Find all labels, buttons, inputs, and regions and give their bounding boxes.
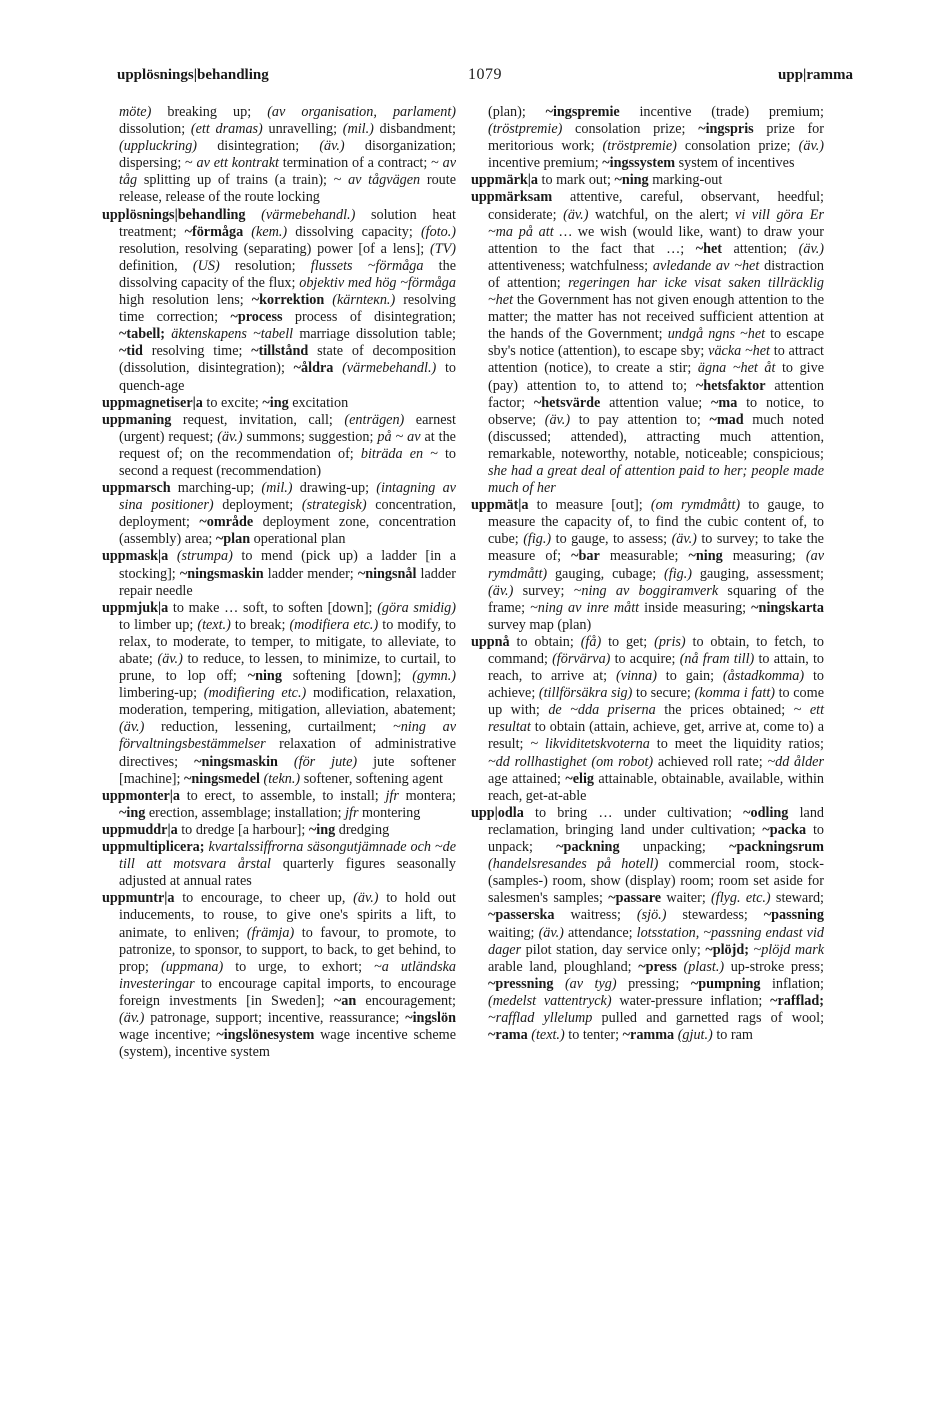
dictionary-entry: uppmät|a to measure [out]; (om rymdmått) to gauge, to measure the capacity of, to find the cubic content of, to cube; (fig.) to gauge, to assess; (äv.) to survey; to take the measure of; ~bar measurable; ~ning measuring; (av rymdmått) gauging, cubage; (fig.) gauging, assessment; (äv.) survey; ~ning av boggiramverk squaring of the frame; ~ning av inre mått inside measuring; ~ningskarta survey map (plan) [471,497,824,633]
dictionary-entry: uppmask|a (strumpa) to mend (pick up) a ladder [in a stocking]; ~ningsmaskin ladder mender; ~ningsnål ladder repair needle [102,548,457,599]
dictionary-entry: uppmuntr|a to encourage, to cheer up, (äv.) to hold out inducements, to rouse, to give one's spirits a lift, to animate, to enliven; (främja) to favour, to promote, to patronize, to sponsor, to support, to back, to get behind, to prop; (uppmana) to urge, to exhort; ~a utländska investeringar to encourage capital imports, to encourage foreign investments [in Sweden]; ~an encouragement; (äv.) patronage, support; incentive, reassurance; ~ingslön wage incentive; ~ingslönesystem wage incentive scheme (system), incentive system [102,890,457,1061]
left-column [102,104,456,1061]
header-left-guideword: upplösnings|behandling [117,67,269,83]
dictionary-entry: uppmärk|a to mark out; ~ning marking-out [471,172,723,189]
dictionary-entry: uppnå to obtain; (få) to get; (pris) to obtain, to fetch, to command; (förvärva) to acquire; (nå fram till) to attain, to reach, to arrive at; (vinna) to gain; (åstadkomma) to achieve; (tillförsäkra sig) to secure; (komma i fatt) to come up with; de ~dda priserna the prices obtained; ~ ett resultat to obtain (attain, achieve, get, arrive at, come to) a result; ~ likviditetskvoterna to meet the liquidity ratios; ~dd rollhastighet (om robot) achieved roll rate; ~dd ålder age attained; ~elig attainable, obtainable, available, within reach, get-at-able [471,633,825,804]
running-header [117,64,853,88]
dictionary-entry: upplösnings|behandling (värmebehandl.) solution heat treatment; ~förmåga (kem.) dissolving capacity; (foto.) resolution, resolving (separating) power [of a lens]; (TV) definition, (US) resolution; flussets ~förmåga the dissolving capacity of the flux; objektiv med hög ~förmåga high resolution lens; ~korrektion (kärnteкn.) resolving time correction; ~process process of disintegration; ~tabell; äktenskapens ~tabell marriage dissolution table; ~tid resolving time; ~tillstånd state of decomposition (dissolution, disintegration); ~åldra (värmebehandl.) to quench-age [102,206,457,394]
dictionary-entry: uppmaning request, invitation, call; (enträgen) earnest (urgent) request; (äv.) summons; suggestion; på ~ av at the request of; on the recommendation of; biträda en ~ to second a request (recommendation) [102,411,456,479]
dictionary-entry: upp|odla to bring … under cultivation; ~odling land reclamation, bringing land under cultivation; ~packa to unpack; ~packning unpacking; ~packningsrum (handelsresandes på hotell) commercial room, stock- (samples-) room, show (display) room; room set aside for salesmen's samples; ~passare waiter; (flyg. etc.) steward; ~passerska waitress; (sjö.) stewardess; ~passning waiting; (äv.) attendance; lotsstation, ~passning endast vid dager pilot station, day service only; ~plöjd; ~plöjd mark arable land, ploughland; ~press (plast.) up-stroke press; ~pressning (av tyg) pressing; ~pumpning inflation; (medelst vattentryck) water-pressure inflation; ~rafflad; ~rafflad yllelump pulled and garnetted rags of wool; ~rama (text.) to tenter; ~ramma (gjut.) to ram [471,804,825,1044]
dictionary-entry: uppmonter|a to erect, to assemble, to install; jfr montera; ~ing erection, assemblage; installation; jfr montering [102,787,456,821]
dictionary-entry: uppmjuk|a to make … soft, to soften [down]; (göra smidig) to limber up; (text.) to break; (modifiera etc.) to modify, to relax, to moderate, to temper, to mitigate, to alleviate, to abate; (äv.) to reduce, to lessen, to minimize, to curtail, to prune, to lop off; ~ning softening [down]; (gymn.) limbering-up; (modifiering etc.) modification, relaxation, moderation, tempering, mitigation, alleviation, abatement; (äv.) reduction, lessening, curtailment; ~ning av förvaltningsbestämmelser relaxation of administrative directives; ~ningsmaskin (för jute) jute softener [machine]; ~ningsmedel (tekn.) softener, softening agent [102,599,457,787]
header-right-guideword: upp|ramma [778,67,853,83]
dictionary-entry: uppmultiplicera; kvartalssiffrorna säsongutjämnade och ~de till att motsvara årstal quarterly figures seasonally adjusted at annual rates [102,839,456,890]
dictionary-entry: uppmuddr|a to dredge [a harbour]; ~ing dredging [102,821,390,838]
page-number: 1079 [468,66,502,83]
dictionary-entry: uppmärksam attentive, careful, observant, heedful; considerate; (äv.) watchful, on the alert; vi vill göra Er ~ma på att … we wish (would like, want) to draw your attention to the fact that …; ~het attention; (äv.) attentiveness; watchfulness; avledande av ~het distraction of attention; regeringen har icke visat saken tillräcklig ~het the Government has not given enough attention to the matter; the matter has not received sufficient attention at the hands of the Government; undgå ngns ~het to escape sby's notice (attention), to escape sby; väcka ~het to attract attention (notice), to create a stir; ägna ~het åt to give (pay) attention to, to attend to; ~hetsfaktor attention factor; ~hetsvärde attention value; ~ma to notice, to observe; (äv.) to pay attention to; ~mad much noted (discussed; attended), attracting much attention, remarkable, noteworthy, notable, noticeable; conspicious; she had a great deal of attention paid to her; people made much of her [471,189,825,497]
right-column [471,104,824,1044]
dictionary-entry: uppmagnetiser|a to excite; ~ing excitation [102,394,349,411]
dictionary-entry: möte) breaking up; (av organisation, parlament) dissolution; (ett dramas) unravelling; (mil.) disbandment; (uppluckring) disintegration; (äv.) disorganization; dispersing; ~ av ett kontrakt termination of a contract; ~ av tåg splitting up of trains (a train); ~ av tågvägen route release, release of the route locking [119,104,456,206]
dictionary-entry: (plan); ~ingspremie incentive (trade) premium; (tröstpremie) consolation prize; ~ingspris prize for meritorious work; (tröstpremie) consolation prize; (äv.) incentive premium; ~ingssystem system of incentives [488,104,824,172]
dictionary-entry: uppmarsch marching-up; (mil.) drawing-up; (intagning av sina positioner) deployment; (strategisk) concentration, deployment; ~område deployment zone, concentration (assembly) area; ~plan operational plan [102,480,456,548]
